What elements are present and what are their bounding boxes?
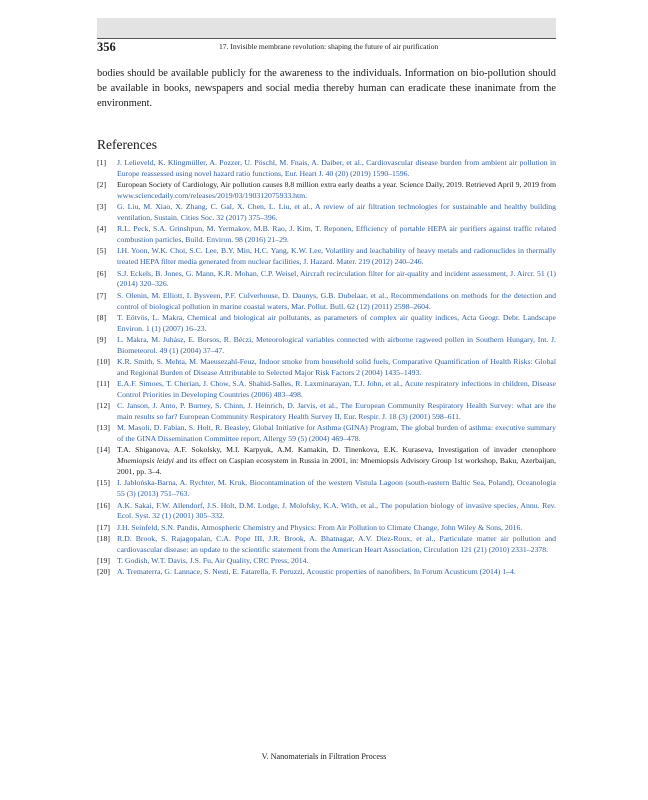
reference-text[interactable]: J.H. Seinfeld, S.N. Pandis, Atmospheric Chemistry and Physics: From Air Pollution to Climate Change, John Wiley & Sons, 2016. — [117, 522, 523, 532]
header-band — [97, 18, 556, 39]
reference-number: [14] — [97, 445, 110, 455]
reference-number: [1] — [97, 158, 107, 167]
reference-number: [18] — [97, 533, 110, 543]
reference-text[interactable]: T. Eötvös, L. Makra, Chemical and biological air pollutants, as parameters of complex air quality indices, Acta Geogr. Debr. Landscape Environ. 1 (1) (2007) 16–23. — [117, 312, 556, 333]
reference-text[interactable]: R.D. Brook, S. Rajagopalan, C.A. Pope III, J.R. Brook, A. Bhatnagar, A.V. Diez-Roux, et al., Particulate matter air pollution and cardiovascular disease: an update to the scientific statement from the American Heart Association, Circulation 121 (21) (2010) 2331–2378. — [117, 533, 556, 554]
reference-text[interactable]: I.H. Yoon, W.K. Choi, S.C. Lee, B.Y. Min, H.C. Yang, K.W. Lee, Volatility and leachability of heavy metals and radionuclides in thermally treated HEPA filter media generated from nuclear facilities, J. Hazard. Mater. 219 (2012) 240–246. — [117, 246, 556, 267]
reference-item[interactable] — [97, 567, 556, 578]
reference-item[interactable] — [97, 313, 556, 335]
section-footer: V. Nanomaterials in Filtration Process — [261, 752, 387, 761]
reference-species-name: Mnemiopsis leidyi — [117, 456, 174, 466]
reference-item[interactable] — [97, 423, 556, 445]
reference-item[interactable] — [97, 357, 556, 379]
reference-number: [6] — [97, 268, 107, 278]
reference-item[interactable] — [97, 556, 556, 567]
reference-number: [9] — [97, 334, 107, 344]
reference-text-after: and its effect on Caspian ecosystem in Russia in 2001, in: Mnemiopsis Advisory Group 1st workshop, Baku, Azerbaijan, 2001, pp. 3–4. — [117, 456, 556, 477]
reference-number: [2] — [97, 180, 107, 190]
reference-number: [17] — [97, 522, 110, 532]
reference-item[interactable] — [97, 534, 556, 556]
reference-number: [4] — [97, 224, 107, 234]
reference-number: [3] — [97, 202, 107, 212]
reference-number: [10] — [97, 356, 110, 366]
reference-text[interactable]: S. Olenin, M. Elliott, I. Bysveen, P.F. Culverhouse, D. Daunys, G.B. Dubelaar, et al., Recommendations on methods for the detection and control of biological pollution in marine coastal waters, Mar. Pollut. Bull. 62 (12) (2011) 2598–2604. — [117, 290, 556, 311]
reference-number: [13] — [97, 423, 110, 433]
reference-text[interactable]: K.R. Smith, S. Mehta, M. Maeusezahl-Feuz, Indoor smoke from household solid fuels, Comparative Quantification of Health Risks: Global and Regional Burden of Disease Attributable to Selected Major Risk Factors 2 (2004) 1435–1493. — [117, 356, 556, 377]
reference-item[interactable] — [97, 501, 556, 523]
reference-item[interactable] — [97, 269, 556, 291]
reference-number: [19] — [97, 555, 110, 565]
reference-text[interactable]: G. Liu, M. Xiao, X. Zhang, C. Gal, X. Chen, L. Liu, et al., A review of air filtration technologies for sustainable and healthy building ventilation, Sustain. Cities Soc. 32 (2017) 375–396. — [117, 202, 556, 223]
reference-text-before: T.A. Shiganova, A.F. Sokolsky, M.I. Karpyuk, A.M. Kamakin, D. Tinenkova, E.K. Kuraseva, Investigation of invader ctenophore — [117, 445, 556, 455]
reference-text[interactable]: C. Janson, J. Anto, P. Burney, S. Chinn, J. Heinrich, D. Jarvis, et al., The European Community Respiratory Health Survey: what are the main results so far? European Community Respiratory Health Survey II, Eur. Respir. J. 18 (3) (2001) 598–611. — [117, 401, 556, 422]
chapter-title: 17. Invisible membrane revolution: shaping the future of air purification — [219, 42, 439, 51]
reference-text[interactable]: E.A.F. Simoes, T. Cherian, J. Chow, S.A. Shahid-Salles, R. Laxminarayan, T.J. John, et al., Acute respiratory infections in children, Disease Control Priorities in Developing Countries (2006) 483–498. — [117, 379, 556, 399]
reference-item[interactable] — [97, 335, 556, 357]
reference-item — [97, 445, 556, 478]
reference-text[interactable]: A. Trematerra, G. Lannace, S. Nesti, E. Fatarella, F. Peruzzi, Acoustic properties of nanofibers, In Forum Acusticum (2014) 1–4. — [117, 567, 516, 577]
reference-url[interactable]: www.sciencedaily.com/releases/2019/03/190312075933.htm. — [117, 191, 308, 201]
running-head — [97, 40, 556, 56]
body-paragraph: bodies should be available publicly for the awareness to the individuals. Information on bio-pollution should be available in books, newspapers and social media thereby human can eradicate these inanimate from the environment. — [97, 68, 556, 110]
reference-text: European Society of Cardiology, Air pollution causes 8.8 million extra early deaths a year. Science Daily, 2019. Retrieved April 9, 2019 from — [117, 180, 556, 190]
reference-number: [11] — [97, 379, 110, 389]
reference-number: [5] — [97, 246, 107, 256]
reference-text[interactable]: S.J. Eckels, B. Jones, G. Mann, K.R. Mohan, C.P. Weisel, Aircraft recirculation filter for air-quality and incident assessment, J. Aircr. 51 (1) (2014) 320–326. — [117, 268, 556, 289]
reference-text[interactable]: L. Makra, M. Juhász, E. Borsos, R. Béczi, Meteorological variables connected with airborne ragweed pollen in Southern Hungary, Int. J. Biometeorol. 49 (1) (2004) 37–47. — [117, 334, 556, 355]
reference-number: [16] — [97, 500, 110, 510]
reference-text[interactable]: J. Lelieveld, K. Klingmüller, A. Pozzer, U. Pöschl, M. Fnais, A. Daiber, et al., Cardiovascular disease burden from ambient air pollution in Europe reassessed using novel hazard ratio functions, Eur. Heart J. 40 (20) (2019) 1590–1596. — [117, 158, 556, 178]
reference-list — [97, 158, 556, 578]
reference-item[interactable] — [97, 224, 556, 246]
reference-item[interactable] — [97, 246, 556, 268]
reference-item[interactable] — [97, 202, 556, 224]
reference-item[interactable] — [97, 291, 556, 313]
reference-item[interactable] — [97, 158, 556, 180]
references-heading: References — [97, 137, 157, 152]
reference-text[interactable]: I. Jabłońska-Barna, A. Rychter, M. Kruk, Biocontamination of the western Vistula Lagoon (south-eastern Baltic Sea, Poland), Oceanologia 55 (3) (2013) 751–763. — [117, 478, 556, 499]
reference-number: [7] — [97, 290, 107, 300]
reference-item — [97, 180, 556, 202]
reference-text[interactable]: M. Masoli, D. Fabian, S. Holt, R. Beasley, Global Initiative for Asthma (GINA) Program, The global burden of asthma: executive summary of the GINA Dissemination Committee report, Allergy 59 (5) (2004) 469–478. — [117, 423, 556, 444]
reference-number: [15] — [97, 478, 110, 488]
reference-text[interactable]: A.K. Sakai, F.W. Allendorf, J.S. Holt, D.M. Lodge, J. Molofsky, K.A. With, et al., The population biology of invasive species, Annu. Rev. Ecol. Syst. 32 (1) (2001) 305–332. — [117, 500, 556, 521]
reference-item[interactable] — [97, 401, 556, 423]
reference-text[interactable]: R.L. Peck, S.A. Grinshpun, M. Yermakov, M.B. Rao, J. Kim, T. Reponen, Efficiency of portable HEPA air purifiers against traffic related combustion particles, Build. Environ. 98 (2016) 21–29. — [117, 224, 556, 245]
reference-text[interactable]: T. Godish, W.T. Davis, J.S. Fu, Air Quality, CRC Press, 2014. — [117, 555, 309, 565]
reference-number: [20] — [97, 567, 110, 577]
reference-item[interactable] — [97, 523, 556, 534]
reference-number: [8] — [97, 312, 107, 322]
reference-number: [12] — [97, 401, 110, 411]
reference-item[interactable] — [97, 478, 556, 500]
reference-item[interactable] — [97, 379, 556, 401]
page-number: 356 — [97, 40, 116, 54]
